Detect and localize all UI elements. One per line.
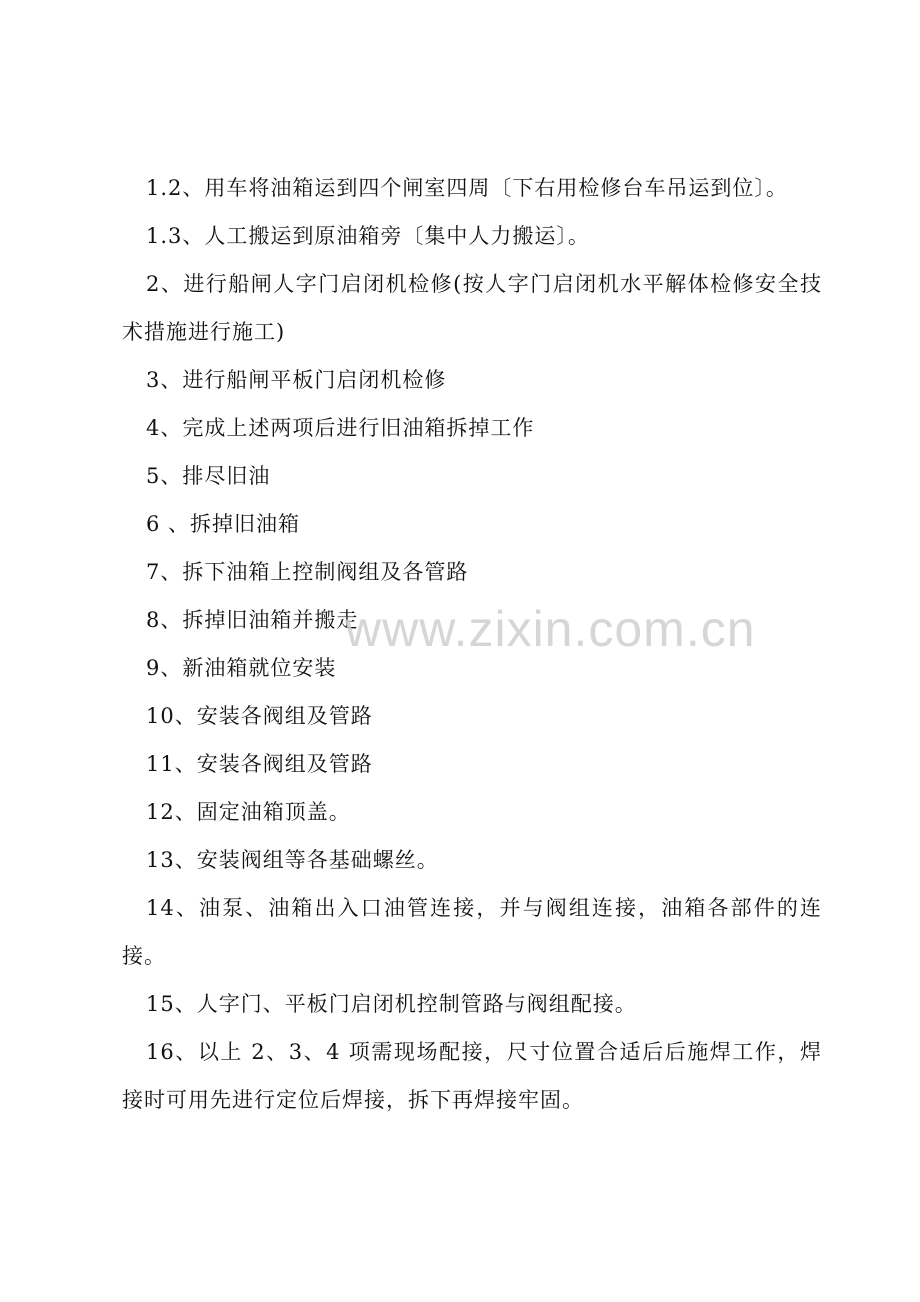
paragraph: 10、安装各阀组及管路 <box>146 704 373 728</box>
paragraph: 15、人字门、平板门启闭机控制管路与阀组配接。 <box>146 992 637 1016</box>
paragraph: 7、拆下油箱上控制阀组及各管路 <box>146 560 469 584</box>
paragraph: 14、油泵、油箱出入口油管连接，并与阀组连接，油箱各部件的连接。 <box>122 896 822 968</box>
paragraph: 1.2、用车将油箱运到四个闸室四周〔下右用检修台车吊运到位〕。 <box>146 176 788 200</box>
paragraph: 8、拆掉旧油箱并搬走 <box>146 608 359 632</box>
paragraph: 3、进行船闸平板门启闭机检修 <box>146 368 447 392</box>
watermark-text: www.zixin.com.cn <box>345 601 756 657</box>
paragraph: 4、完成上述两项后进行旧油箱拆掉工作 <box>146 416 535 440</box>
paragraph: 9、新油箱就位安装 <box>146 656 337 680</box>
paragraph: 16、以上 2、3、4 项需现场配接，尺寸位置合适后后施焊工作，焊接时可用先进行定位后焊接，拆下再焊接牢固。 <box>122 1040 822 1112</box>
paragraph: 6 、拆掉旧油箱 <box>146 512 301 536</box>
paragraph: 13、安装阀组等各基础螺丝。 <box>146 848 439 872</box>
document-body <box>122 164 822 1124</box>
paragraph: 5、排尽旧油 <box>146 464 271 488</box>
paragraph: 12、固定油箱顶盖。 <box>146 800 351 824</box>
paragraph: 11、安装各阀组及管路 <box>146 752 373 776</box>
paragraph: 2、进行船闸人字门启闭机检修(按人字门启闭机水平解体检修安全技术措施进行施工) <box>122 272 822 344</box>
paragraph: 1.3、人工搬运到原油箱旁〔集中人力搬运〕。 <box>146 224 590 248</box>
